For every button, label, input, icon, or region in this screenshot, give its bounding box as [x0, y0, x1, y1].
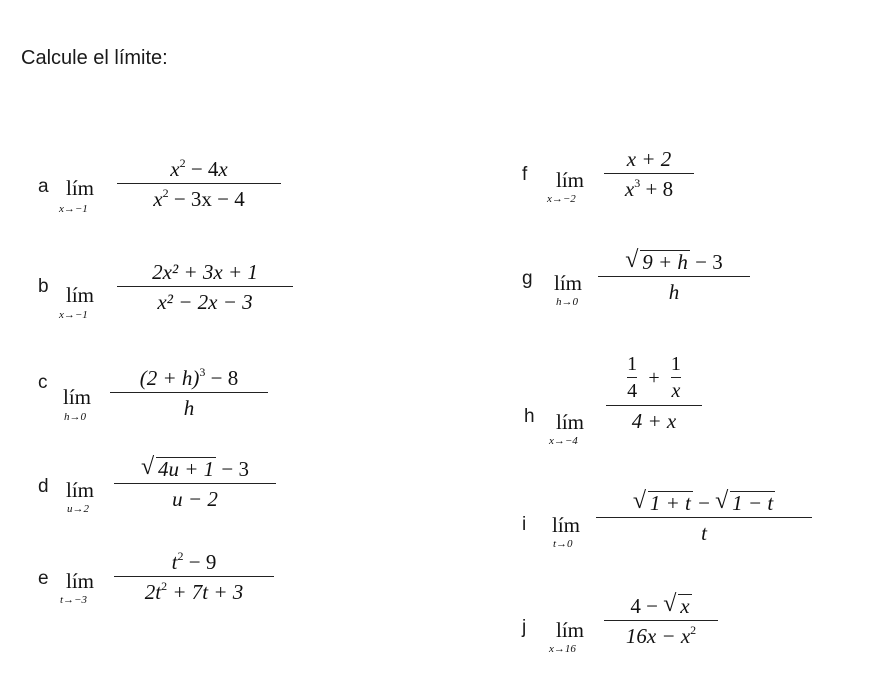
problem-letter: f	[522, 164, 528, 185]
denominator: $2t^2 + 7t + 3$	[144, 579, 244, 604]
square-root: √ x	[663, 591, 690, 618]
problem-letter: i	[522, 514, 527, 535]
lim-operator: lím	[556, 618, 585, 642]
numerator: √ 4u + 1 − 3	[140, 454, 249, 481]
problem-letter: h	[524, 406, 535, 427]
fraction-bar	[604, 620, 718, 621]
limit-subscript: x→−1	[59, 309, 88, 321]
denominator: h	[183, 396, 195, 420]
numerator: x + 2	[626, 147, 672, 171]
lim-operator: lím	[556, 168, 585, 192]
fraction	[114, 454, 276, 511]
fraction	[117, 260, 293, 314]
numerator: $t^2 - 9$	[171, 549, 217, 574]
numerator: 2x² + 3x + 1	[152, 260, 258, 284]
fraction-bar	[117, 286, 293, 287]
limit-subscript: h→0	[64, 411, 86, 423]
denominator: t	[701, 521, 707, 545]
sub-fraction: $\frac{1}{x}$	[670, 353, 681, 402]
problem-letter: j	[522, 617, 527, 638]
limit-subscript: t→0	[553, 538, 573, 550]
sub-fraction: $\frac{1}{4}$	[627, 353, 638, 402]
square-root: √ 9 + h	[625, 247, 688, 274]
numerator: √ 1 + t − √ 1 − t	[632, 488, 774, 515]
square-root: √ 4u + 1	[140, 454, 215, 481]
denominator: h	[668, 280, 680, 304]
numerator: √ 9 + h − 3	[625, 247, 723, 274]
numerator: $\frac{1}{4}$ + $\frac{1}{x}$	[627, 353, 681, 402]
numerator: 4 − √ x	[630, 591, 690, 618]
limit-subscript: x→−4	[549, 435, 578, 447]
numerator: $x^2 - 4x$	[170, 156, 228, 181]
denominator: $16x - x^2$	[625, 623, 697, 648]
limit-subscript: x→−1	[59, 203, 88, 215]
problem-letter: b	[38, 276, 49, 297]
denominator: x² − 2x − 3	[157, 290, 253, 314]
fraction	[598, 247, 750, 304]
lim-operator: lím	[66, 176, 95, 200]
fraction-bar	[114, 576, 274, 577]
problem-letter: a	[38, 176, 49, 197]
fraction	[606, 352, 702, 433]
numerator: $(2 + h)^3 - 8$	[139, 365, 239, 390]
lim-operator: lím	[556, 410, 585, 434]
problem-letter: e	[38, 568, 49, 589]
fraction	[117, 157, 281, 211]
denominator: $x^3 + 8$	[624, 176, 674, 201]
fraction	[604, 591, 718, 648]
lim-operator: lím	[63, 385, 92, 409]
limit-subscript: h→0	[556, 296, 578, 308]
limit-subscript: x→16	[549, 643, 576, 655]
denominator: 4 + x	[631, 409, 677, 433]
page-title: Calcule el límite:	[21, 47, 168, 69]
fraction	[110, 366, 268, 420]
lim-operator: lím	[554, 271, 583, 295]
problem-letter: c	[38, 372, 48, 393]
fraction	[596, 488, 812, 545]
lim-operator: lím	[66, 283, 95, 307]
fraction-bar	[598, 276, 750, 277]
limit-subscript: t→−3	[60, 594, 87, 606]
fraction-bar	[606, 405, 702, 406]
lim-operator: lím	[552, 513, 581, 537]
fraction-bar	[596, 517, 812, 518]
denominator: $x^2 - 3x - 4$	[153, 186, 245, 211]
fraction	[114, 550, 274, 604]
fraction-bar	[117, 183, 281, 184]
square-root: √ 1 − t	[715, 488, 774, 515]
lim-operator: lím	[66, 569, 95, 593]
square-root: √ 1 + t	[632, 488, 691, 515]
problem-letter: g	[522, 268, 533, 289]
fraction	[604, 147, 694, 201]
denominator: u − 2	[172, 487, 218, 511]
fraction-bar	[110, 392, 268, 393]
fraction-bar	[114, 483, 276, 484]
limit-subscript: x→−2	[547, 193, 576, 205]
limit-subscript: u→2	[67, 503, 89, 515]
fraction-bar	[604, 173, 694, 174]
problem-letter: d	[38, 476, 49, 497]
lim-operator: lím	[66, 478, 95, 502]
